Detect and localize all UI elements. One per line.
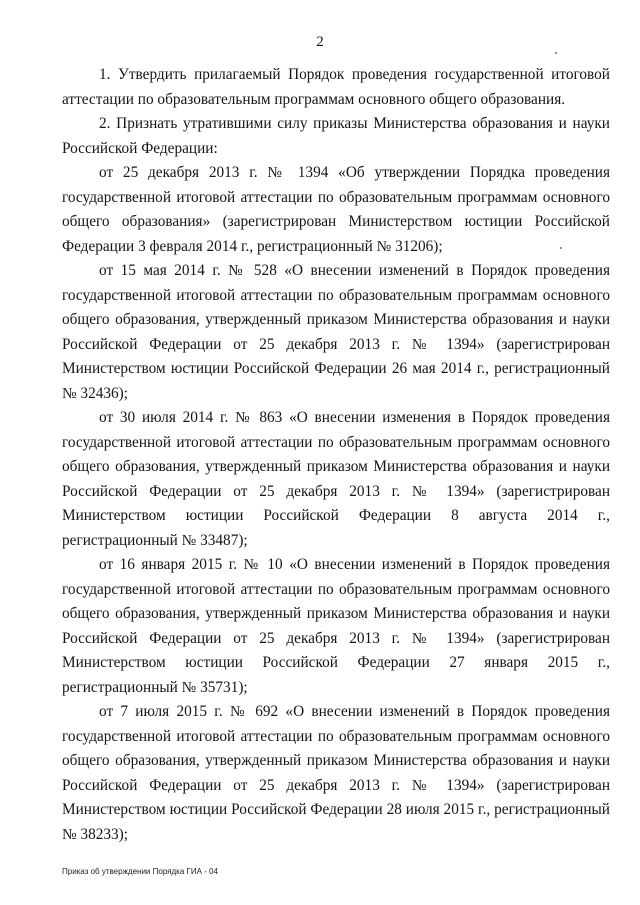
paragraph-order-10: от 16 января 2015 г. № 10 «О внесении изменений в Порядок проведения государственной итоговой аттестации по образовательным программам основного общего образования, утвержденный приказом Министерства образования и науки Российской Федерации от 25 декабря 2013 г. № 1394» (зарегистрирован Министерством юстиции Российской Федерации 27 января 2015 г., регистрационный № 35731); [62,556,610,696]
paragraph-order-528: от 15 мая 2014 г. № 528 «О внесении изменений в Порядок проведения государственной итоговой аттестации по образовательным программам основного общего образования, утвержденный приказом Министерства образования и науки Российской Федерации от 25 декабря 2013 г. № 1394» (зарегистрирован Министерством юстиции Российской Федерации 26 мая 2014 г., регистрационный № 32436); [62,262,610,402]
scan-speck [560,247,562,249]
paragraph-order-1394: от 25 декабря 2013 г. № 1394 «Об утверждении Порядка проведения государственной итоговой аттестации по образовательным программам основного общего образования» (зарегистрирован Министерством юстиции Российской Федерации 3 февраля 2014 г., регистрационный № 31206); [62,164,610,255]
paragraph-repeal-orders: 2. Признать утратившими силу приказы Министерства образования и науки Российской Федерации: [62,115,610,157]
page-number: 2 [316,34,324,50]
document-footer: Приказ об утверждении Порядка ГИА - 04 [62,867,218,876]
paragraph-order-692: от 7 июля 2015 г. № 692 «О внесении изменений в Порядок проведения государственной итоговой аттестации по образовательным программам основного общего образования, утвержденный приказом Министерства образования и науки Российской Федерации от 25 декабря 2013 г. № 1394» (зарегистрирован Министерством юстиции Российской Федерации 28 июля 2015 г., регистрационный № 38233); [62,703,610,843]
document-body [62,63,610,847]
scan-speck [555,52,557,54]
paragraph-approve-procedure: 1. Утвердить прилагаемый Порядок проведения государственной итоговой аттестации по образовательным программам основного общего образования. [62,66,610,108]
paragraph-order-863: от 30 июля 2014 г. № 863 «О внесении изменения в Порядок проведения государственной итоговой аттестации по образовательным программам основного общего образования, утвержденный приказом Министерства образования и науки Российской Федерации от 25 декабря 2013 г. № 1394» (зарегистрирован Министерством юстиции Российской Федерации 8 августа 2014 г., регистрационный № 33487); [62,409,610,549]
